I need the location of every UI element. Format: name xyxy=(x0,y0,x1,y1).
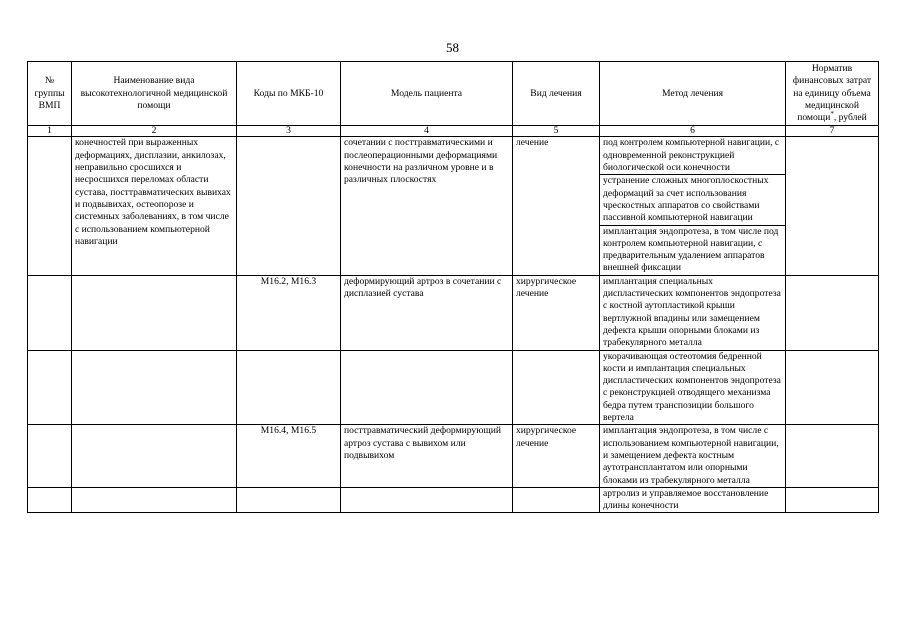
header-group-number: № группы ВМП xyxy=(28,62,72,126)
group-number-cell xyxy=(28,350,72,425)
cost-cell xyxy=(786,275,879,350)
column-number: 4 xyxy=(341,126,513,137)
patient-model-cell: сочетании с посттравматическими и послеоперационными деформациями конечности на различном уровне и в различных плоскостях xyxy=(341,137,513,275)
care-type-cell xyxy=(72,275,237,350)
care-type-cell xyxy=(72,487,237,513)
group-number-cell xyxy=(28,275,72,350)
header-treatment-method: Метод лечения xyxy=(600,62,786,126)
column-number-row xyxy=(28,126,879,137)
group-number-cell xyxy=(28,137,72,275)
table-row xyxy=(28,425,879,487)
icd-codes-cell xyxy=(237,487,341,513)
header-cost-main: Норматив финансовых затрат на единицу объема медицинской помощи xyxy=(792,63,872,124)
header-row xyxy=(28,62,879,126)
patient-model-cell xyxy=(341,487,513,513)
page-number: 58 xyxy=(446,40,459,55)
header-cost-standard xyxy=(786,62,879,126)
cost-cell xyxy=(786,137,879,275)
header-cost-footnote-mark: * xyxy=(830,110,834,118)
treatment-method-cell: укорачивающая остеотомия бедренной кости и имплантация специальных диспластических компонентов эндопротеза с реконструкцией отводящего механизма бедра путем транспозиции большого вертела xyxy=(600,350,786,425)
column-number: 6 xyxy=(600,126,786,137)
column-number: 5 xyxy=(513,126,600,137)
header-icd-codes: Коды по МКБ-10 xyxy=(237,62,341,126)
care-type-cell xyxy=(72,350,237,425)
treatment-type-cell: хирургическое лечение xyxy=(513,425,600,487)
icd-codes-cell xyxy=(237,350,341,425)
patient-model-cell: посттравматический деформирующий артроз сустава с вывихом или подвывихом xyxy=(341,425,513,487)
care-type-cell xyxy=(72,425,237,487)
treatment-type-cell xyxy=(513,487,600,513)
method-item: имплантация эндопротеза, в том числе под контролем компьютерной навигации, с предварительным удалением аппаратов внешней фиксации xyxy=(600,225,785,275)
header-patient-model: Модель пациента xyxy=(341,62,513,126)
method-item: устранение сложных многоплоскостных деформаций за счет использования чрескостных аппаратов со свойствами пассивной компьютерной навигации xyxy=(600,174,785,224)
treatment-type-cell xyxy=(513,350,600,425)
group-number-cell xyxy=(28,425,72,487)
table-row xyxy=(28,350,879,425)
column-number: 1 xyxy=(28,126,72,137)
treatment-method-cell: артролиз и управляемое восстановление длины конечности xyxy=(600,487,786,513)
treatment-method-cell: имплантация специальных диспластических компонентов эндопротеза с костной аутопластикой крыши вертлужной впадины или замещением дефекта крыши опорными блоками из трабекулярного металла xyxy=(600,275,786,350)
table-row xyxy=(28,487,879,513)
vmp-table xyxy=(27,61,879,513)
column-number: 3 xyxy=(237,126,341,137)
treatment-method-cell: имплантация эндопротеза, в том числе с использованием компьютерной навигации, и замещением дефекта костным аутотрансплантатом или опорными блоками из трабекулярного металла xyxy=(600,425,786,487)
column-number: 2 xyxy=(72,126,237,137)
header-cost-tail: , рублей xyxy=(833,112,867,124)
patient-model-cell xyxy=(341,350,513,425)
treatment-type-cell: хирургическое лечение xyxy=(513,275,600,350)
cost-cell xyxy=(786,350,879,425)
treatment-method-cell xyxy=(600,137,786,275)
group-number-cell xyxy=(28,487,72,513)
cost-cell xyxy=(786,425,879,487)
method-item: под контролем компьютерной навигации, с одновременной реконструкцией биологической оси конечности xyxy=(603,137,780,174)
table-row xyxy=(28,275,879,350)
icd-codes-cell: M16.4, M16.5 xyxy=(237,425,341,487)
treatment-type-cell: лечение xyxy=(513,137,600,275)
icd-codes-cell: M16.2, M16.3 xyxy=(237,275,341,350)
care-type-cell: конечностей при выраженных деформациях, дисплазии, анкилозах, неправильно сросшихся и несросшихся переломах области сустава, посттравматических вывихах и подвывихах, остеопорозе и системных заболеваниях, в том числе с использованием компьютерной навигации xyxy=(72,137,237,275)
column-number: 7 xyxy=(786,126,879,137)
cost-cell xyxy=(786,487,879,513)
table-row xyxy=(28,137,879,275)
header-care-type: Наименование вида высокотехнологичной медицинской помощи xyxy=(72,62,237,126)
header-treatment-type: Вид лечения xyxy=(513,62,600,126)
icd-codes-cell xyxy=(237,137,341,275)
patient-model-cell: деформирующий артроз в сочетании с дисплазией сустава xyxy=(341,275,513,350)
